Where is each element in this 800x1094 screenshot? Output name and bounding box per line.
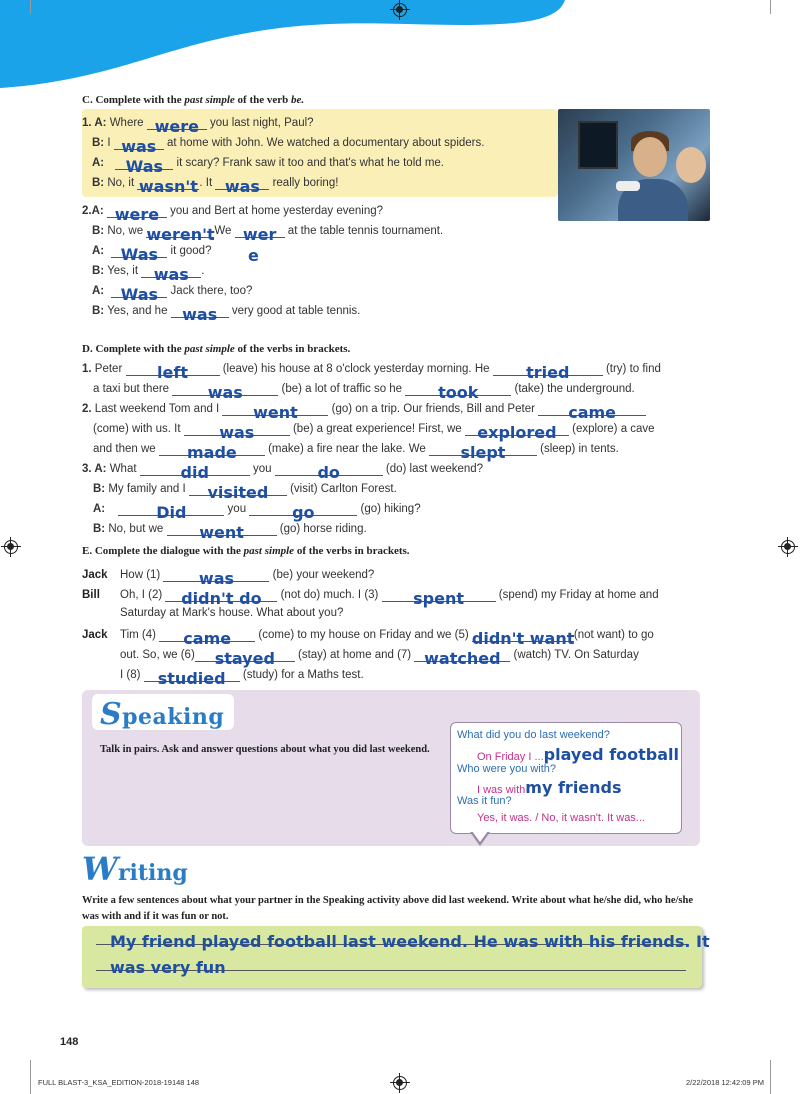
d1-line-1: 1. Peter left (leave) his house at 8 o'clock yesterday morning. He tried (try) to find: [82, 363, 661, 382]
answer-blank[interactable]: do: [275, 463, 383, 476]
answer-blank[interactable]: watched: [414, 649, 510, 662]
answer-blank[interactable]: tried: [493, 363, 603, 376]
d2-line-1: 2. Last weekend Tom and I went (go) on a trip. Our friends, Bill and Peter came: [82, 402, 646, 416]
answer-blank[interactable]: was: [171, 305, 229, 318]
c2-line-4: B: Yes, it was .: [92, 265, 205, 284]
e-jack-line-2: Jack Tim (4) came (come) to my house on Friday and we (5) didn't want (not want) to go: [82, 629, 654, 648]
answer-blank[interactable]: was: [141, 265, 201, 278]
bubble-answer-2: I was withmy friends: [477, 778, 622, 797]
bubble-question-1: What did you do last weekend?: [457, 729, 610, 741]
c2-line-3: A: Was it good?: [92, 245, 212, 264]
answer-blank[interactable]: did: [140, 463, 250, 476]
c1-line-1: 1. A: Where were you last night, Paul?: [82, 117, 314, 136]
answer-blank[interactable]: was: [114, 137, 164, 150]
answer-blank[interactable]: made: [159, 443, 265, 456]
answer-blank[interactable]: Did: [118, 503, 224, 516]
answer-blank[interactable]: Was: [115, 157, 173, 170]
answer-blank[interactable]: was: [172, 383, 278, 396]
bubble-answer-1: On Friday I ...played football: [477, 745, 679, 764]
e-jack-line-3: out. So, we (6) stayed (stay) at home and (7) watched (watch) TV. On Saturday: [120, 649, 639, 668]
answer-blank[interactable]: weren't: [146, 225, 215, 244]
d3-line-4: B: No, but we went (go) horse riding.: [93, 523, 367, 542]
answer-blank[interactable]: was: [184, 423, 290, 436]
crop-mark: [30, 0, 31, 14]
answer-blank[interactable]: didn't do: [165, 589, 277, 602]
footer-timestamp: 2/22/2018 12:42:09 PM: [686, 1078, 764, 1087]
e-jack-line-1: Jack How (1) was (be) your weekend?: [82, 569, 375, 588]
answer-blank[interactable]: wasn't: [138, 177, 198, 196]
d3-line-1: 3. A: What did you do (do) last weekend?: [82, 463, 484, 482]
speech-bubble: [450, 722, 682, 834]
writing-instruction: Write a few sentences about what your partner in the Speaking activity above did last weekend. Write about what he/she did, who he/she was with and if it was fun or not.: [82, 895, 693, 922]
answer-blank[interactable]: went: [167, 523, 277, 536]
answer-blank[interactable]: visited: [189, 483, 287, 496]
bubble-question-3: Was it fun?: [457, 795, 512, 807]
d2-line-2: (come) with us. It was (be) a great experience! First, we explored (explore) a cave: [93, 423, 655, 442]
d2-line-3: and then we made (make) a fire near the lake. We slept (sleep) in tents.: [93, 443, 619, 462]
crop-mark: [770, 1060, 771, 1094]
section-e-title: E. Complete the dialogue with the past simple of the verbs in brackets.: [82, 545, 410, 557]
registration-mark-bottom: [393, 1076, 407, 1090]
page-number: 148: [60, 1036, 79, 1048]
answer-blank[interactable]: came: [159, 629, 255, 642]
answer-blank[interactable]: go: [249, 503, 357, 516]
c2-line-5: A: Was Jack there, too?: [92, 285, 253, 304]
c2-line-2: B: No, we weren't We wer at the table tennis tournament.: [92, 225, 444, 244]
d3-line-3: A: Did you go (go) hiking?: [93, 503, 421, 522]
registration-mark-top: [393, 3, 407, 17]
registration-mark-right: [781, 540, 795, 554]
c2-line-6: B: Yes, and he was very good at table tennis.: [92, 305, 361, 324]
c1-line-3: A: Was it scary? Frank saw it too and that's what he told me.: [92, 157, 445, 176]
answer-overflow: e: [248, 246, 259, 265]
d3-line-2: B: My family and I visited (visit) Carlton Forest.: [93, 483, 397, 502]
writing-answer-line-1: My friend played football last weekend. He was with his friends. It: [110, 932, 710, 951]
photo-boys-watching-tv: [558, 109, 710, 221]
c2-line-1: 2.A: were you and Bert at home yesterday evening?: [82, 205, 384, 224]
answer-blank[interactable]: took: [405, 383, 511, 396]
answer-blank[interactable]: spent: [382, 589, 496, 602]
speaking-logo: Speaking: [100, 697, 225, 732]
c1-line-4: B: No, it wasn't . It was really boring!: [92, 177, 339, 196]
speaking-instruction: Talk in pairs. Ask and answer questions about what you did last weekend.: [100, 744, 430, 755]
answer-blank[interactable]: were: [147, 117, 207, 130]
answer-blank[interactable]: studied: [144, 669, 240, 682]
answer-blank[interactable]: explored: [465, 423, 569, 436]
crop-mark: [770, 0, 771, 14]
answer-blank[interactable]: was: [163, 569, 269, 582]
answer-blank[interactable]: stayed: [195, 649, 295, 662]
answer-blank[interactable]: Was: [111, 245, 167, 258]
d1-line-2: a taxi but there was (be) a lot of traffic so he took (take) the underground.: [93, 383, 635, 402]
answer-blank[interactable]: went: [222, 403, 328, 416]
e-jack-line-4: I (8) studied (study) for a Maths test.: [120, 669, 364, 688]
bubble-tail-inner: [472, 831, 488, 842]
answer-blank[interactable]: left: [126, 363, 220, 376]
crop-mark: [30, 1060, 31, 1094]
c1-line-2: B: I was at home with John. We watched a documentary about spiders.: [92, 137, 485, 156]
writing-logo: Writing: [82, 850, 188, 888]
answer-blank[interactable]: was: [215, 177, 269, 190]
answer-blank[interactable]: wer: [235, 225, 285, 238]
answer-blank[interactable]: were: [107, 205, 167, 218]
section-c-title: C. Complete with the past simple of the verb be.: [82, 94, 305, 106]
answer-blank[interactable]: slept: [429, 443, 537, 456]
answer-blank[interactable]: Was: [111, 285, 167, 298]
e-bill-line-1: Bill Oh, I (2) didn't do (not do) much. I (3) spent (spend) my Friday at home and: [82, 589, 659, 608]
writing-answer-line-2: was very fun: [110, 958, 226, 977]
e-bill-line-2: Saturday at Mark's house. What about you?: [120, 607, 344, 619]
answer-blank[interactable]: came: [538, 403, 646, 416]
bubble-question-2: Who were you with?: [457, 763, 557, 775]
registration-mark-left: [4, 540, 18, 554]
footer-file-info: FULL BLAST-3_KSA_EDITION-2018-19148 148: [38, 1078, 200, 1087]
answer-blank[interactable]: didn't want: [471, 629, 575, 648]
bubble-answer-3: Yes, it was. / No, it wasn't. It was...: [477, 812, 645, 824]
section-d-title: D. Complete with the past simple of the verbs in brackets.: [82, 343, 351, 355]
